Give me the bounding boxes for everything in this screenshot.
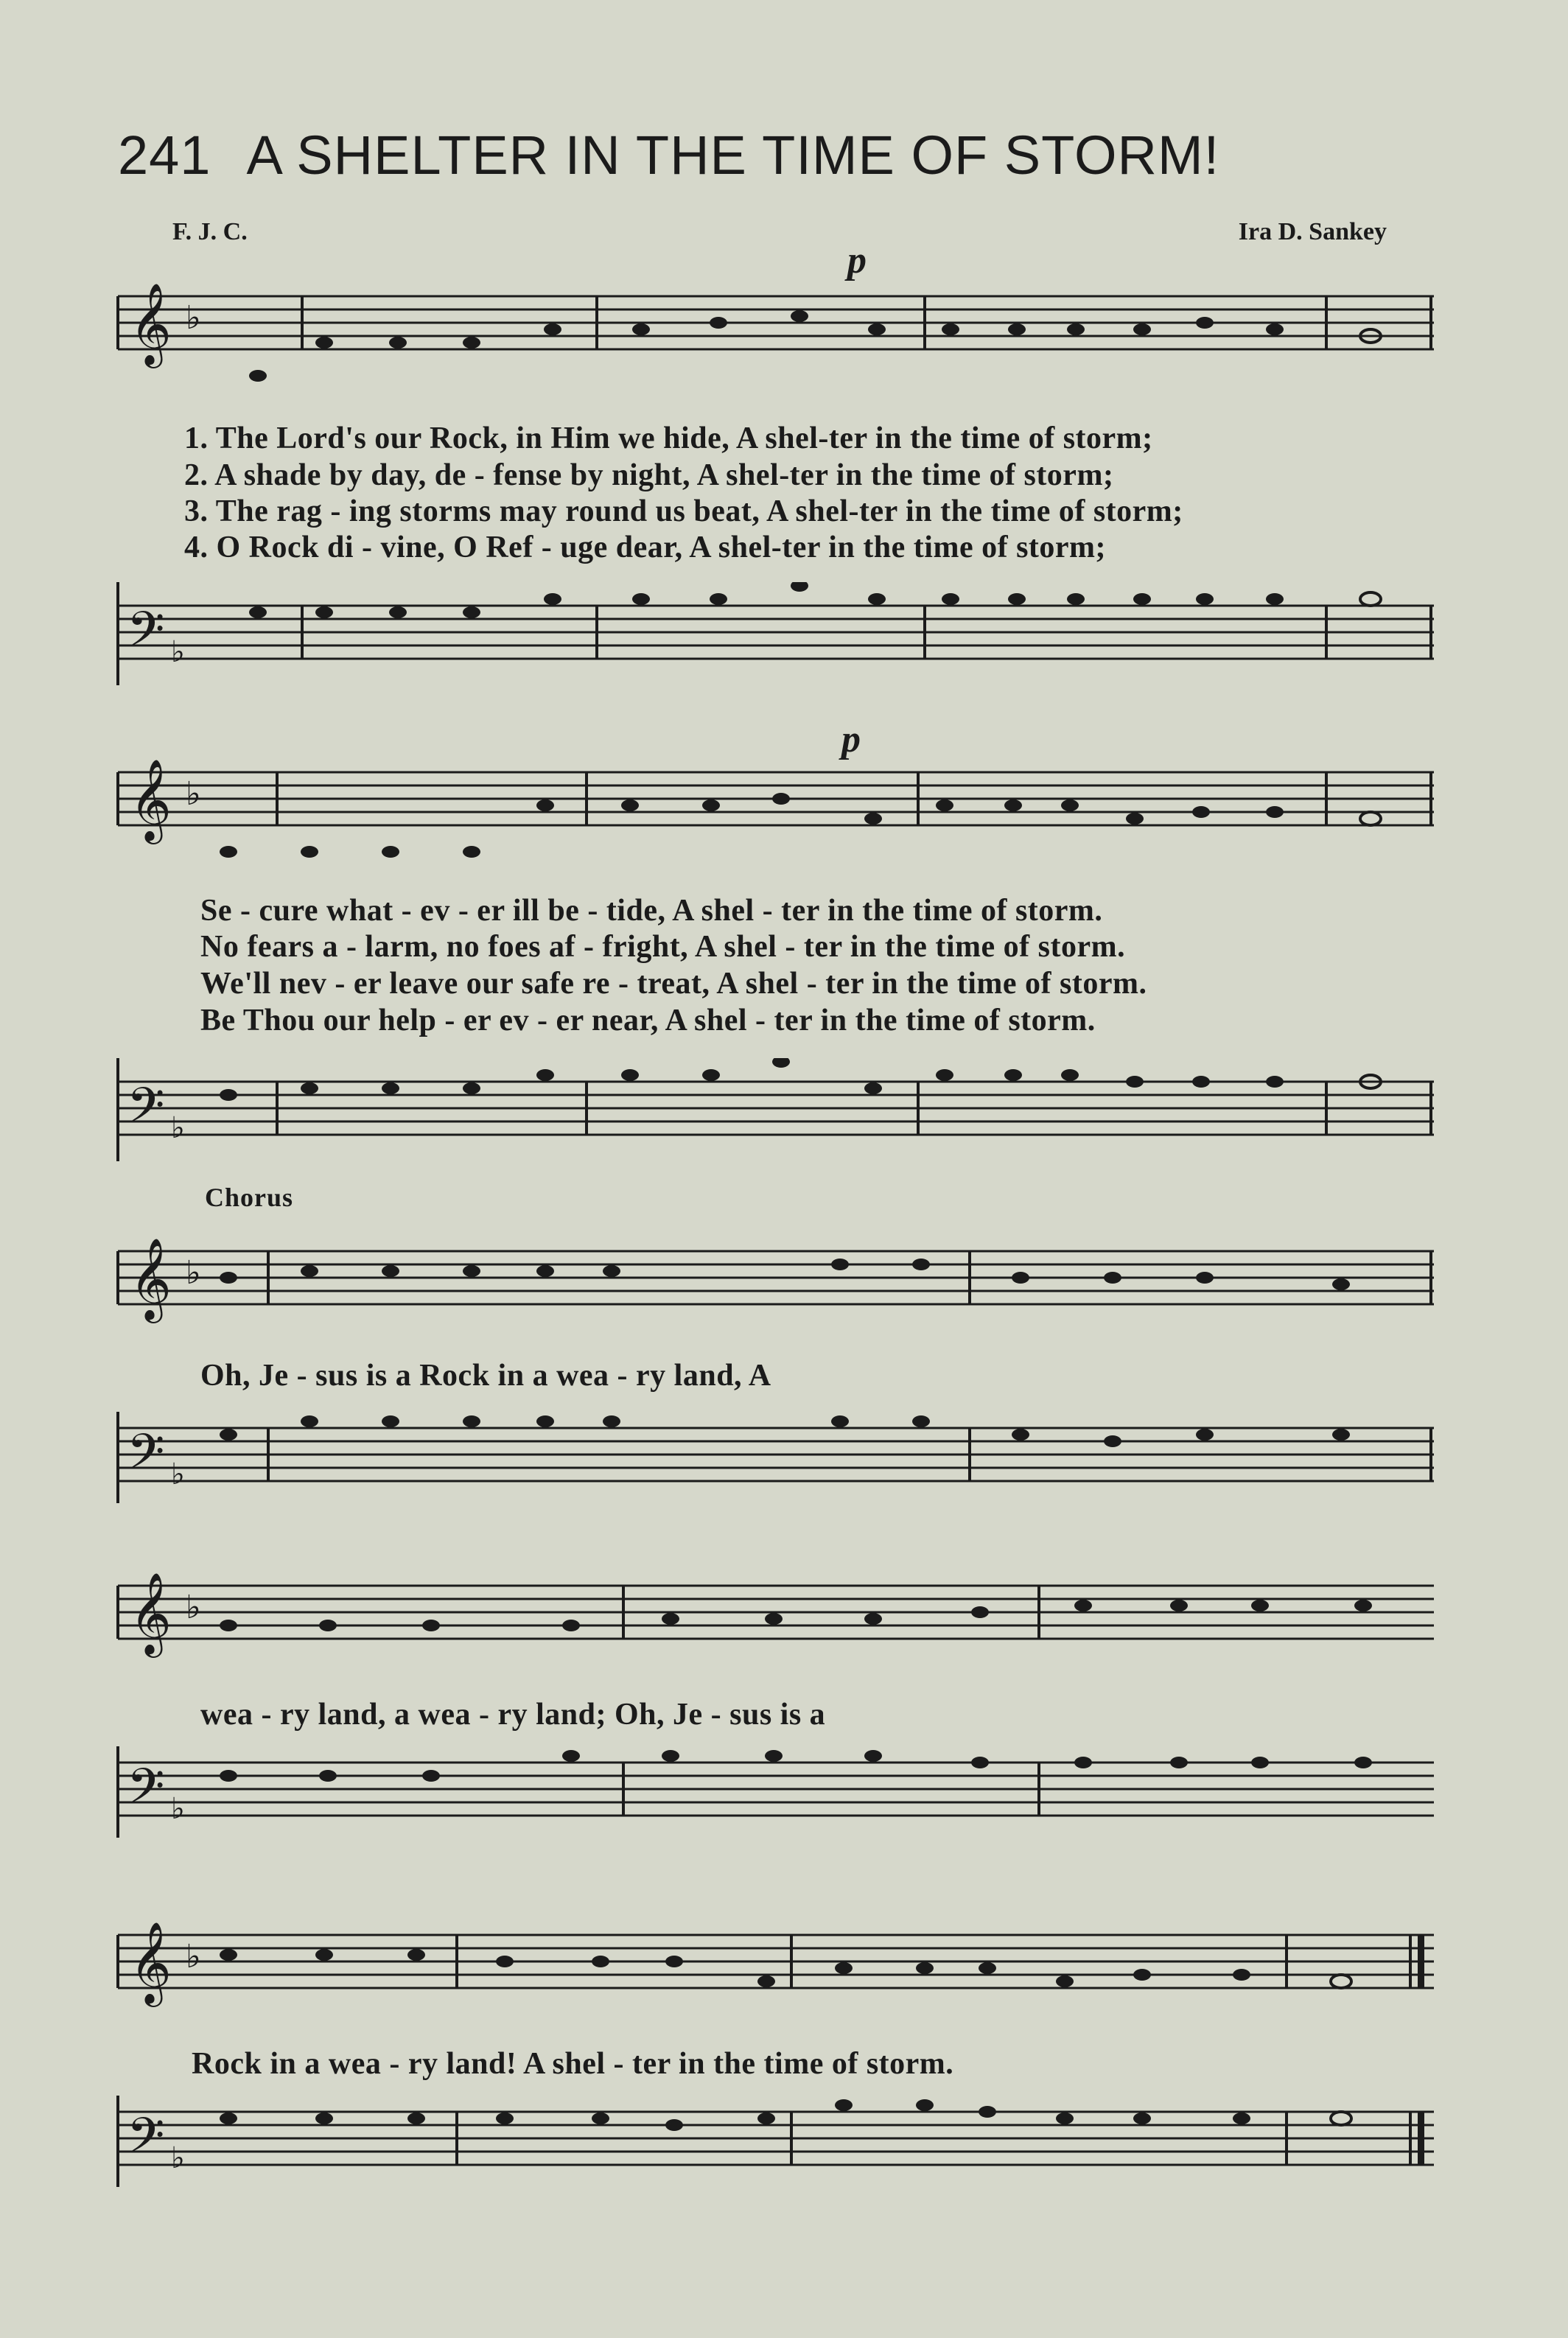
svg-text:𝄢: 𝄢 [127, 2107, 165, 2176]
svg-text:♭: ♭ [186, 1589, 201, 1626]
bass-staff-system-2 [0, 1058, 1568, 1176]
svg-text:𝄢: 𝄢 [127, 1077, 165, 1146]
hymn-title: A SHELTER IN THE TIME OF STORM! [246, 125, 1220, 186]
svg-text:♭: ♭ [171, 1457, 185, 1491]
svg-text:𝄢: 𝄢 [127, 601, 165, 670]
bass-staff-system-1 [0, 582, 1568, 700]
hymn-title-line [118, 124, 1219, 186]
svg-text:𝄞: 𝄞 [130, 758, 172, 841]
bass-staff-chorus-2 [0, 1746, 1568, 1864]
bass-staff-chorus-1 [0, 1412, 1568, 1530]
lyricist-credit: F. J. C. [172, 218, 248, 245]
chorus-line-1: Oh, Je - sus is a Rock in a wea - ry land, A [200, 1359, 771, 1393]
svg-text:♭: ♭ [186, 1254, 201, 1292]
svg-text:𝄞: 𝄞 [130, 1572, 172, 1654]
svg-text:♭: ♭ [171, 635, 185, 669]
verse-3-line-2: We'll nev - er leave our safe re - treat, A shel - ter in the time of storm. [200, 967, 1147, 1001]
verse-2-line-2: No fears a - larm, no foes af - fright, A shel - ter in the time of storm. [200, 930, 1126, 964]
bass-staff-chorus-3 [0, 2096, 1568, 2213]
treble-staff-system-1 [0, 280, 1568, 413]
verse-4-line-1: 4. O Rock di - vine, O Ref - uge dear, A shel-ter in the time of storm; [184, 531, 1107, 564]
svg-text:♭: ♭ [186, 775, 201, 813]
svg-text:𝄢: 𝄢 [127, 1758, 165, 1827]
treble-staff-chorus-2 [0, 1569, 1568, 1687]
verse-2-line-1: 2. A shade by day, de - fense by night, A shel-ter in the time of storm; [184, 458, 1114, 492]
svg-text:𝄞: 𝄞 [130, 1921, 172, 2003]
treble-staff-chorus-1 [0, 1235, 1568, 1353]
verse-1-line-1: 1. The Lord's our Rock, in Him we hide, A shel-ter in the time of storm; [184, 421, 1153, 455]
svg-text:♭: ♭ [186, 299, 201, 337]
composer-credit: Ira D. Sankey [1238, 218, 1387, 245]
svg-text:♭: ♭ [171, 2141, 185, 2175]
chorus-line-2: wea - ry land, a wea - ry land; Oh, Je - sus is a [200, 1698, 826, 1732]
verse-1-line-2: Se - cure what - ev - er ill be - tide, A shel - ter in the time of storm. [200, 894, 1103, 928]
chorus-line-3: Rock in a wea - ry land! A shel - ter in the time of storm. [192, 2047, 954, 2081]
dynamic-mark-piano-2: p [841, 718, 861, 760]
hymn-number: 241 [118, 125, 211, 186]
svg-text:𝄢: 𝄢 [127, 1424, 165, 1492]
verse-4-line-2: Be Thou our help - er ev - er near, A shel - ter in the time of storm. [200, 1004, 1096, 1037]
svg-text:♭: ♭ [171, 1111, 185, 1145]
treble-staff-system-2 [0, 756, 1568, 889]
chorus-label: Chorus [205, 1183, 294, 1212]
svg-text:𝄞: 𝄞 [130, 1237, 172, 1320]
verse-3-line-1: 3. The rag - ing storms may round us beat, A shel-ter in the time of storm; [184, 494, 1183, 528]
svg-text:♭: ♭ [186, 1938, 201, 1975]
svg-text:𝄞: 𝄞 [130, 282, 172, 365]
svg-text:♭: ♭ [171, 1792, 185, 1826]
dynamic-mark-piano-1: p [847, 239, 867, 281]
treble-staff-chorus-3 [0, 1919, 1568, 2037]
